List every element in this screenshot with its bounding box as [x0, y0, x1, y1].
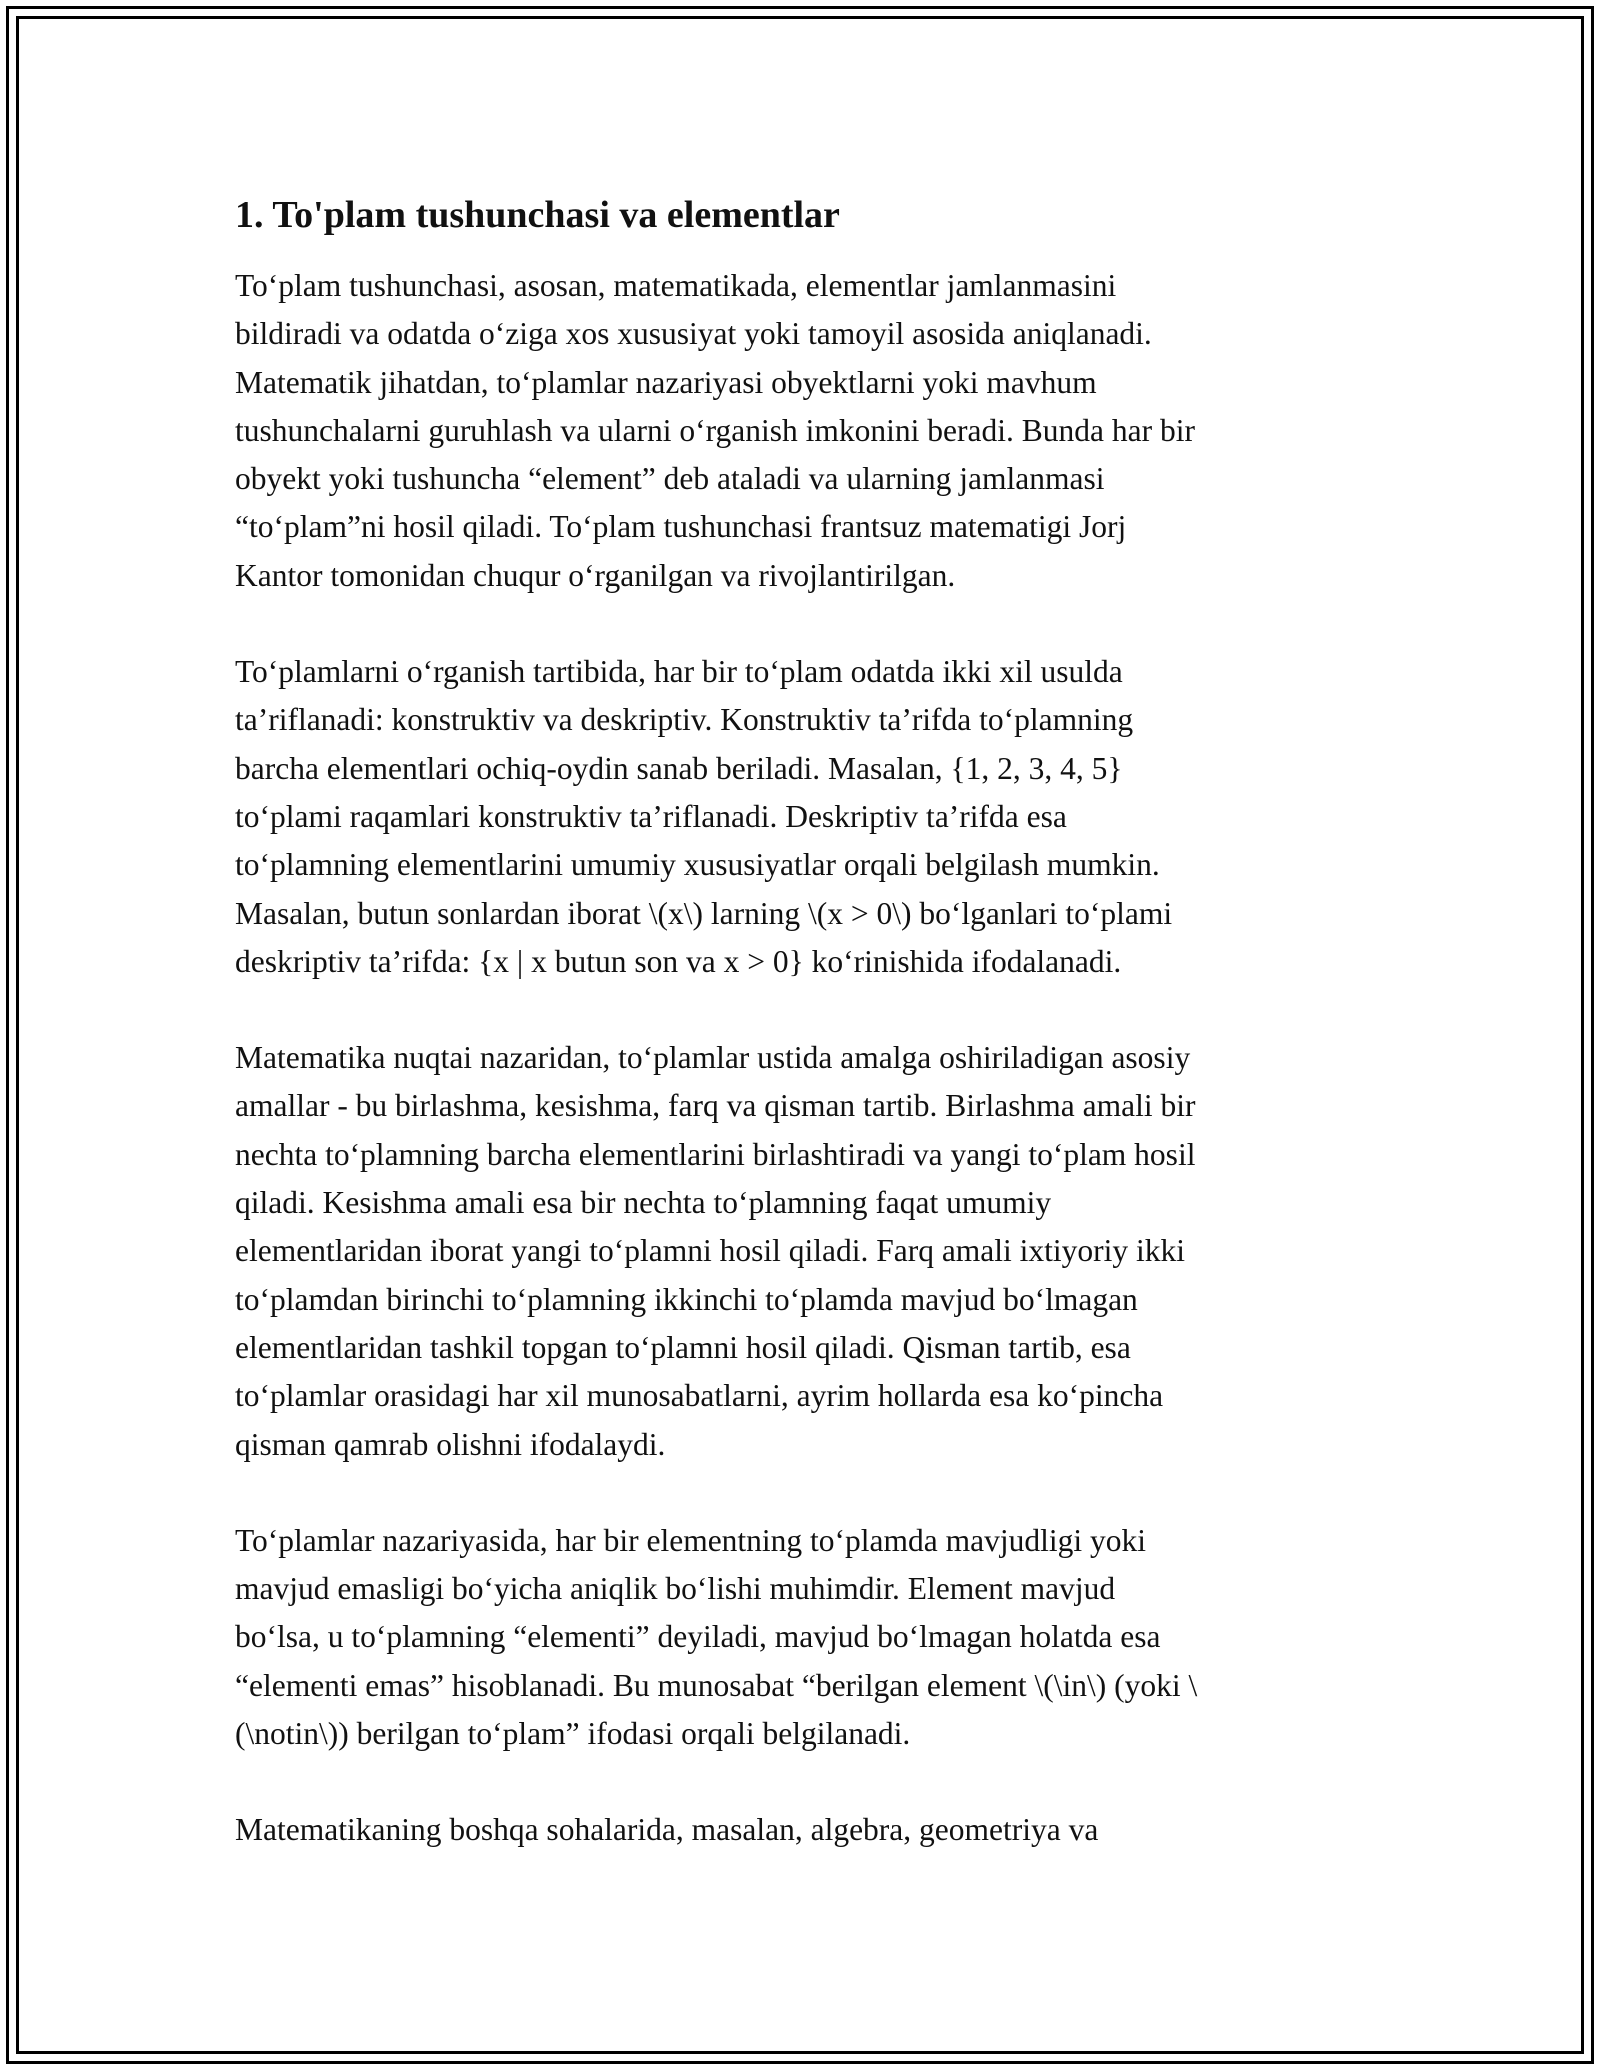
text-line: (\notin\)) berilgan to‘plam” ifodasi orqali belgilanadi.	[235, 1716, 911, 1752]
text-line: obyekt yoki tushuncha “element” deb ataladi va ularning jamlanmasi	[235, 461, 1105, 497]
text-line: Matematika nuqtai nazaridan, to‘plamlar ustida amalga oshiriladigan asosiy	[235, 1040, 1191, 1076]
text-line: amallar - bu birlashma, kesishma, farq va qisman tartib. Birlashma amali bir	[235, 1088, 1196, 1124]
text-line: ta’riflanadi: konstruktiv va deskriptiv. Konstruktiv ta’rifda to‘plamning	[235, 702, 1134, 738]
text-line: tushunchalarni guruhlash va ularni o‘rganish imkonini beradi. Bunda har bir	[235, 412, 1195, 448]
text-line: Matematikaning boshqa sohalarida, masalan, algebra, geometriya va	[235, 1812, 1099, 1848]
section-heading: 1. To'plam tushunchasi va elementlar	[235, 194, 840, 236]
text-line: “to‘plam”ni hosil qiladi. To‘plam tushunchasi frantsuz matematigi Jorj	[235, 509, 1127, 545]
text-line: to‘plamlar orasidagi har xil munosabatlarni, ayrim hollarda esa ko‘pincha	[235, 1378, 1164, 1414]
text-line: deskriptiv ta’rifda: {x | x butun son va x > 0} ko‘rinishida ifodalanadi.	[235, 943, 1122, 979]
paragraph-1	[235, 262, 1365, 600]
text-line: barcha elementlari ochiq-oydin sanab beriladi. Masalan, {1, 2, 3, 4, 5}	[235, 750, 1123, 786]
text-line: Matematik jihatdan, to‘plamlar nazariyasi obyektlarni yoki mavhum	[235, 364, 1097, 400]
text-line: bo‘lsa, u to‘plamning “elementi” deyiladi, mavjud bo‘lmagan holatda esa	[235, 1619, 1161, 1655]
text-line: bildiradi va odatda o‘ziga xos xususiyat yoki tamoyil asosida aniqlanadi.	[235, 316, 1152, 352]
paragraph-3	[235, 1034, 1365, 1469]
text-line: “elementi emas” hisoblanadi. Bu munosabat “berilgan element \(\in\) (yoki \	[235, 1667, 1198, 1703]
text-line: To‘plam tushunchasi, asosan, matematikada, elementlar jamlanmasini	[235, 268, 1117, 303]
text-line: to‘plamdan birinchi to‘plamning ikkinchi to‘plamda mavjud bo‘lmagan	[235, 1281, 1138, 1317]
paragraph-2	[235, 648, 1365, 986]
text-line: To‘plamlarni o‘rganish tartibida, har bir to‘plam odatda ikki xil usulda	[235, 654, 1123, 690]
text-line: qisman qamrab olishni ifodalaydi.	[235, 1426, 666, 1462]
document-body	[235, 188, 1365, 1903]
text-line: Masalan, butun sonlardan iborat \(x\) larning \(x > 0\) bo‘lganlari to‘plami	[235, 895, 1173, 931]
text-line: nechta to‘plamning barcha elementlarini birlashtiradi va yangi to‘plam hosil	[235, 1136, 1196, 1172]
paragraph-5	[235, 1806, 1365, 1854]
paragraph-4	[235, 1517, 1365, 1758]
text-line: mavjud emasligi bo‘yicha aniqlik bo‘lishi muhimdir. Element mavjud	[235, 1571, 1116, 1607]
text-line: qiladi. Kesishma amali esa bir nechta to‘plamning faqat umumiy	[235, 1185, 1052, 1221]
text-line: to‘plami raqamlari konstruktiv ta’riflanadi. Deskriptiv ta’rifda esa	[235, 798, 1067, 834]
text-line: To‘plamlar nazariyasida, har bir elementning to‘plamda mavjudligi yoki	[235, 1522, 1147, 1558]
text-line: elementlaridan iborat yangi to‘plamni hosil qiladi. Farq amali ixtiyoriy ikki	[235, 1233, 1186, 1269]
text-line: elementlaridan tashkil topgan to‘plamni hosil qiladi. Qisman tartib, esa	[235, 1329, 1131, 1365]
text-line: to‘plamning elementlarini umumiy xususiyatlar orqali belgilash mumkin.	[235, 847, 1160, 883]
text-line: Kantor tomonidan chuqur o‘rganilgan va rivojlantirilgan.	[235, 557, 956, 593]
